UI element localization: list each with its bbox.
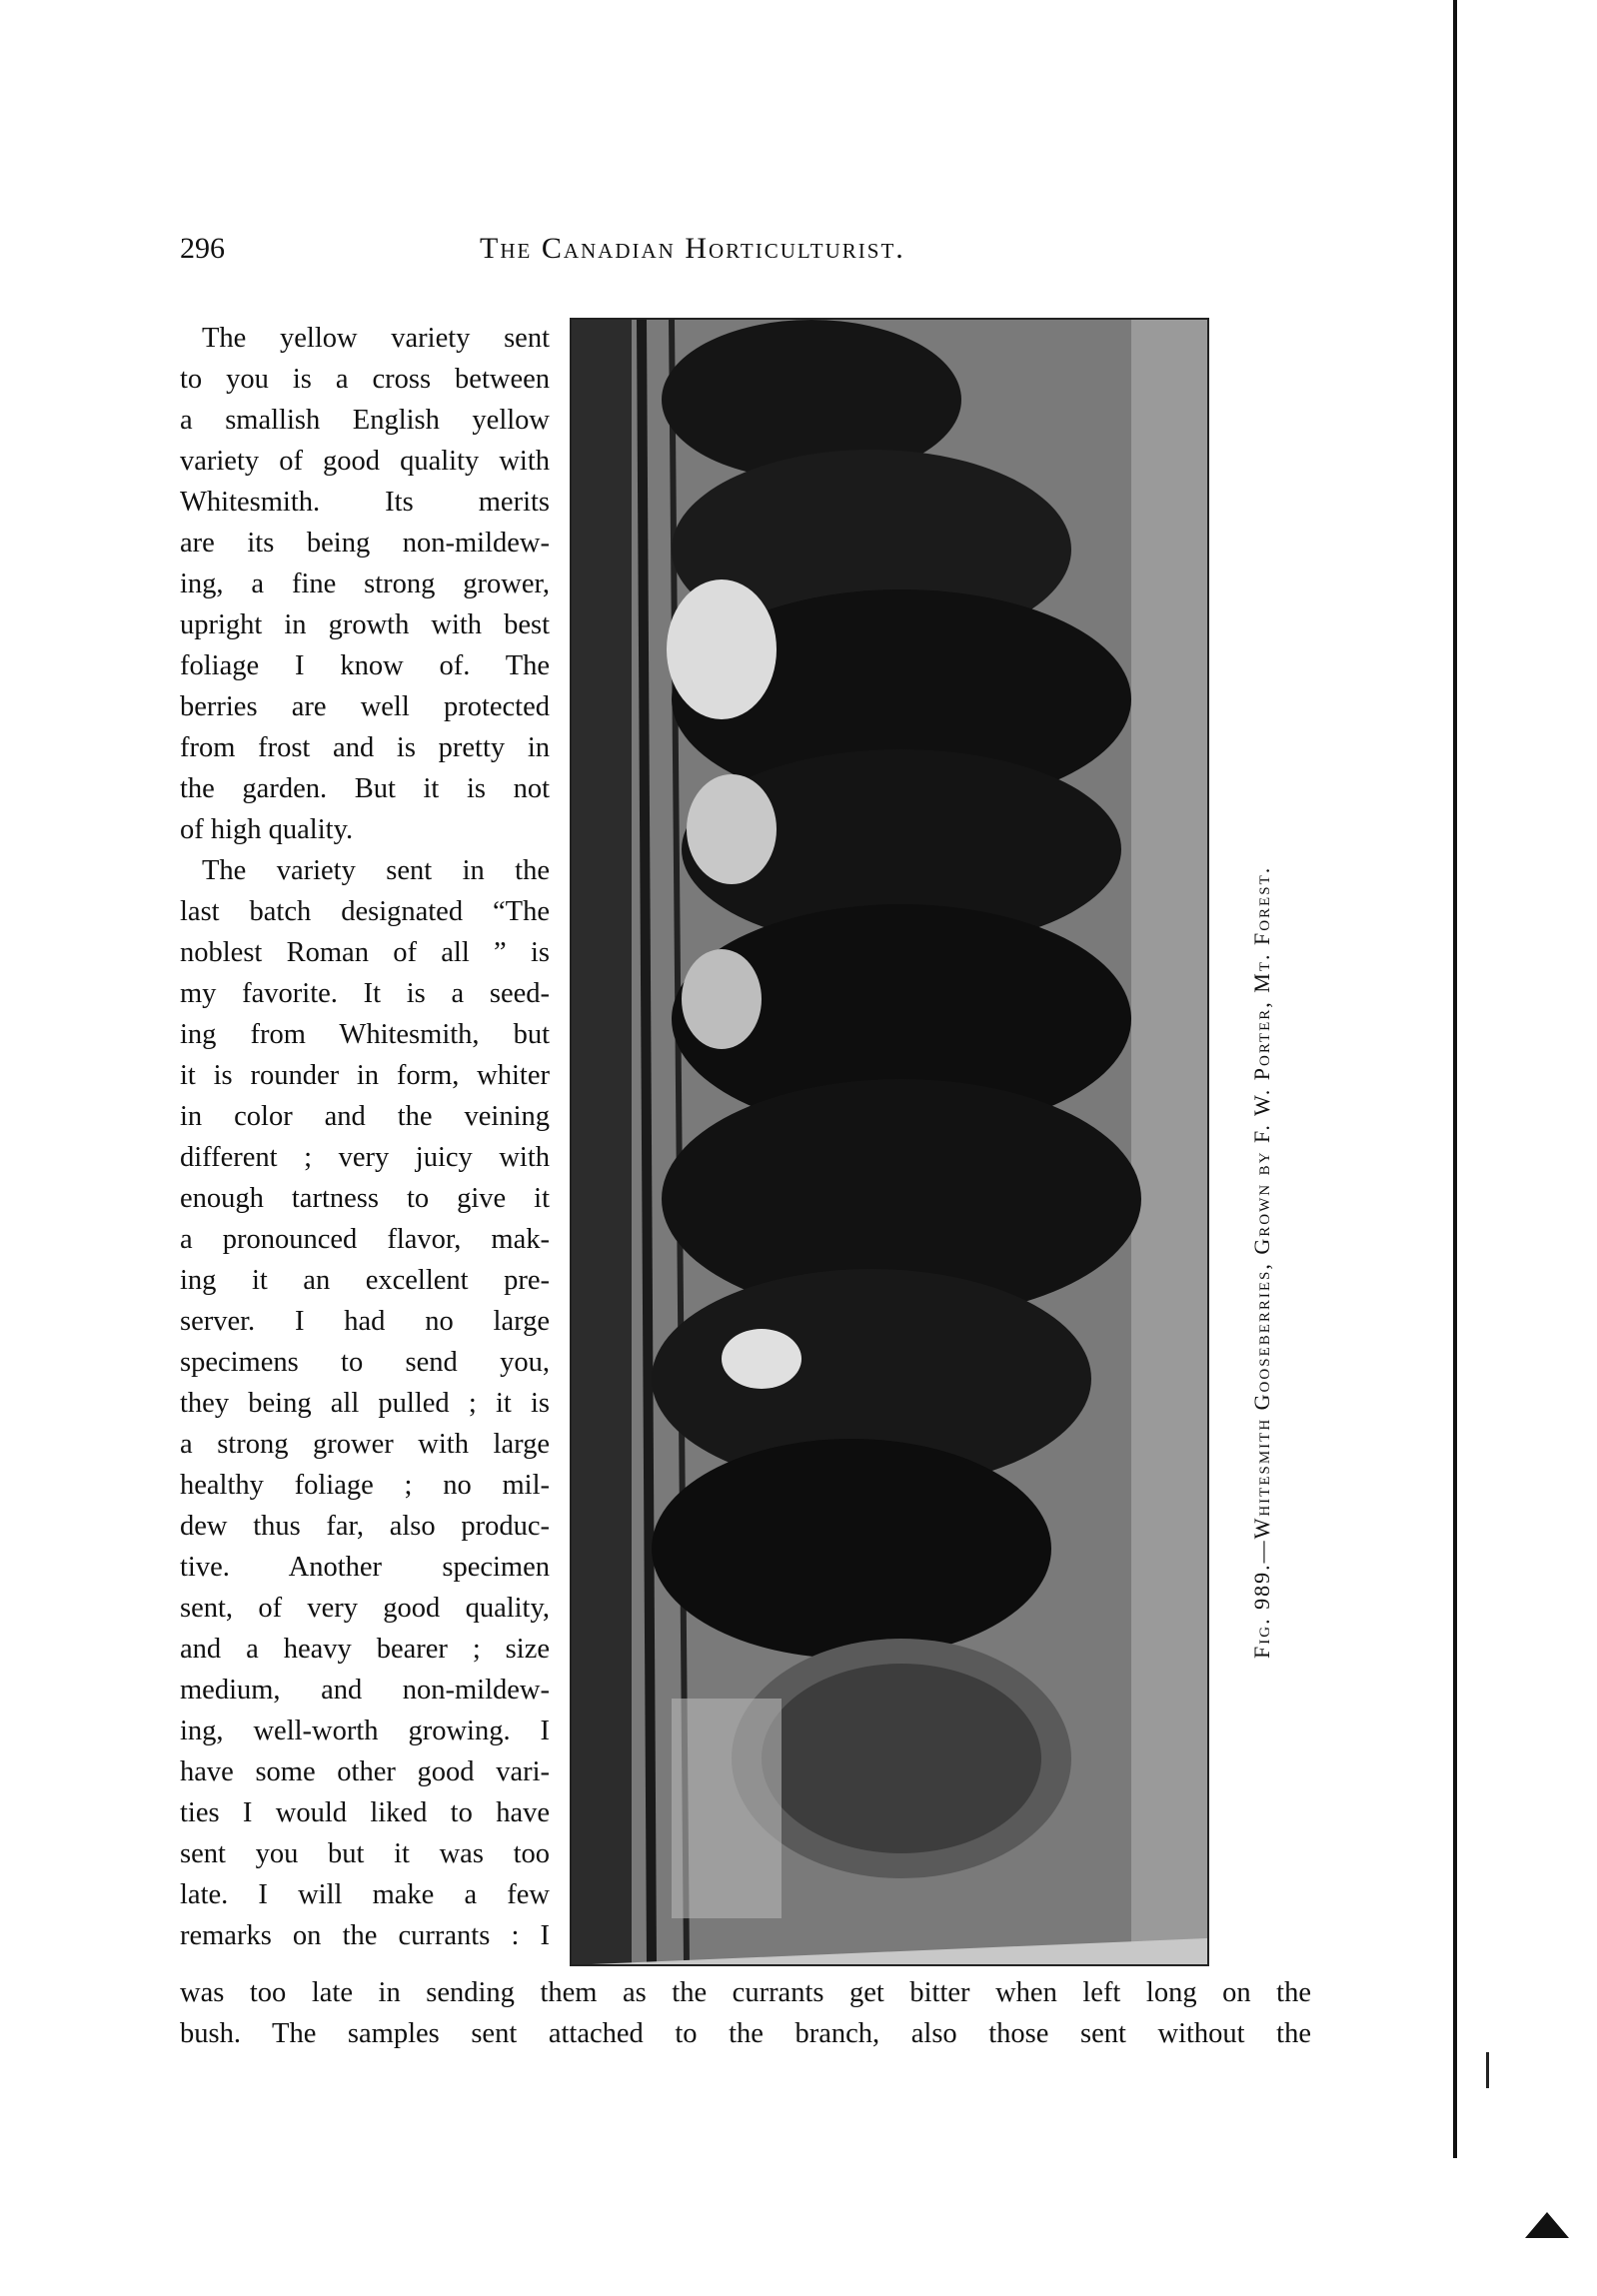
text-line: Whitesmith. Its merits xyxy=(180,487,550,518)
text-line: to you is a cross between xyxy=(180,364,550,395)
text-line: variety of good quality with xyxy=(180,446,550,477)
figure-caption: Fig. 989.—Whitesmith Gooseberries, Grown by F. W. Porter, Mt. Forest. xyxy=(1249,865,1274,1659)
text-line: ing from Whitesmith, but xyxy=(180,1019,550,1050)
text-line: dew thus far, also produc- xyxy=(180,1511,550,1542)
text-line: the garden. But it is not xyxy=(180,773,550,804)
body-text-full-width xyxy=(180,1972,1311,2054)
page-number: 296 xyxy=(180,232,225,265)
text-line: tive. Another specimen xyxy=(180,1552,550,1583)
text-line: specimens to send you, xyxy=(180,1347,550,1378)
text-line: from frost and is pretty in xyxy=(180,732,550,763)
text-line: sent, of very good quality, xyxy=(180,1593,550,1624)
text-line: The yellow variety sent xyxy=(202,323,550,354)
text-line: a strong grower with large xyxy=(180,1429,550,1460)
text-line: and a heavy bearer ; size xyxy=(180,1634,550,1665)
text-line: sent you but it was too xyxy=(180,1838,550,1869)
text-line: a pronounced flavor, mak- xyxy=(180,1224,550,1255)
text-line: of high quality. xyxy=(180,814,354,845)
text-line: ing it an excellent pre- xyxy=(180,1265,550,1296)
text-line: a smallish English yellow xyxy=(180,405,550,436)
text-line: upright in growth with best xyxy=(180,609,550,640)
binding-edge-rule xyxy=(1453,0,1457,2158)
corner-mark xyxy=(1525,2212,1569,2238)
text-line: noblest Roman of all ” is xyxy=(180,937,550,968)
text-line: berries are well protected xyxy=(180,691,550,722)
text-line: late. I will make a few xyxy=(180,1879,550,1910)
text-line: remarks on the currants : I xyxy=(180,1920,550,1951)
text-line: was too late in sending them as the currants get bitter when left long on the xyxy=(180,1977,1311,2008)
text-line: healthy foliage ; no mil- xyxy=(180,1470,550,1501)
text-line: ties I would liked to have xyxy=(180,1797,550,1828)
text-line: in color and the veining xyxy=(180,1101,550,1132)
text-line: server. I had no large xyxy=(180,1306,550,1337)
text-line: last batch designated “The xyxy=(180,896,550,927)
text-line: The variety sent in the xyxy=(202,855,550,886)
running-title: The Canadian Horticulturist. xyxy=(480,232,905,265)
text-line: bush. The samples sent attached to the branch, also those sent without the xyxy=(180,2018,1311,2049)
text-line: foliage I know of. The xyxy=(180,650,550,681)
text-line: are its being non-mildew- xyxy=(180,528,550,559)
text-line: they being all pulled ; it is xyxy=(180,1388,550,1419)
text-line: have some other good vari- xyxy=(180,1756,550,1787)
text-line: my favorite. It is a seed- xyxy=(180,978,550,1009)
text-line: medium, and non-mildew- xyxy=(180,1675,550,1706)
text-line: different ; very juicy with xyxy=(180,1142,550,1173)
text-line: ing, well-worth growing. I xyxy=(180,1716,550,1746)
text-line: it is rounder in form, whiter xyxy=(180,1060,550,1091)
gooseberries-photo xyxy=(572,320,1207,1964)
edge-mark xyxy=(1486,2052,1489,2088)
body-text-column xyxy=(180,318,550,1956)
text-line: ing, a fine strong grower, xyxy=(180,569,550,599)
text-line: enough tartness to give it xyxy=(180,1183,550,1214)
figure-photograph xyxy=(570,318,1209,1966)
